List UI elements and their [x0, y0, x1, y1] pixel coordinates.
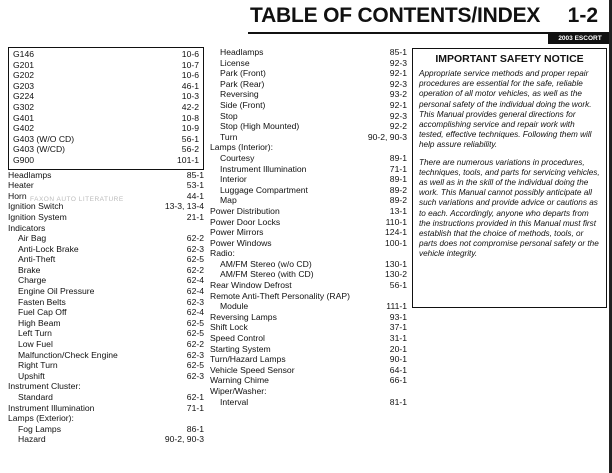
index-entry: [210, 291, 407, 302]
index-entry-page: 124-1: [385, 227, 407, 238]
index-entry: [210, 79, 407, 90]
index-entry: [210, 365, 407, 376]
index-entry: [8, 275, 204, 286]
index-entry: [13, 91, 199, 102]
index-entry-label: G900: [13, 154, 35, 165]
index-entry-label: Standard: [18, 392, 53, 402]
index-entry: [210, 344, 407, 355]
index-entry: [210, 164, 407, 175]
index-entry-label: Power Windows: [210, 237, 272, 248]
index-entry: [8, 350, 204, 361]
page-number: 1-2: [567, 4, 598, 27]
index-entry-label: Side (Front): [220, 99, 266, 110]
index-entry-label: AM/FM Stereo (w/o CD): [220, 258, 312, 269]
index-entry: [210, 100, 407, 111]
index-entry-label: Hazard: [18, 434, 46, 445]
index-entry-label: Wiper/Washer:: [210, 386, 267, 396]
index-entry-label: Warning Chime: [210, 375, 269, 386]
index-entry-page: 89-1: [389, 174, 407, 185]
index-entry: [13, 134, 199, 145]
index-entry-page: 62-2: [186, 264, 204, 275]
index-entry-page: 53-1: [186, 180, 204, 191]
index-entry-page: 62-4: [186, 307, 204, 318]
index-entry-label: Reversing Lamps: [210, 311, 277, 322]
index-entry: [210, 322, 407, 333]
model-year-bar: [548, 34, 612, 44]
index-entry-page: 85-1: [186, 169, 204, 180]
index-list-1: [8, 170, 204, 445]
index-entry-page: 130-2: [385, 269, 407, 280]
index-entry-label: Remote Anti-Theft Personality (RAP): [210, 290, 350, 301]
index-entry-page: 90-2, 90-3: [367, 131, 407, 142]
index-entry: [210, 121, 407, 132]
index-entry-label: Reversing: [220, 89, 259, 100]
safety-notice-paragraph-1: Appropriate service methods and proper repair procedures are essential for the safe, reliable operation of all motor vehicles, as well as the personal safety of the individual doing the work. This Manual provides general directions for accomplishing service and repair work with tested, effective techniques. Following them will help assure reliability.: [419, 69, 592, 150]
index-entry-label: Vehicle Speed Sensor: [210, 364, 295, 375]
index-entry-label: Instrument Illumination: [8, 402, 95, 413]
safety-notice-paragraph-2: There are numerous variations in procedures, techniques, tools, and parts for servicing vehicles, as well as in the skill of the individual doing the work. This Manual cannot possibly anticipate all such variations and provide advice or cautions as to each. Accordingly, anyone who departs from the instructions provided in this Manual must first establish that the choice of methods, tools, or parts does not compromise personal safety or the vehicle integrity.: [419, 157, 600, 259]
index-entry-label: G302: [13, 101, 35, 112]
index-entry-page: 10-6: [181, 70, 199, 81]
index-entry: [210, 185, 407, 196]
index-entry-label: Horn: [8, 190, 27, 201]
index-entry-page: 90-1: [389, 354, 407, 365]
index-entry-label: Lamps (Interior):: [210, 142, 274, 153]
index-entry-page: 44-1: [186, 190, 204, 201]
index-entry-label: G201: [13, 59, 35, 70]
index-entry: [8, 434, 204, 445]
index-entry: [13, 144, 199, 155]
index-entry: [8, 413, 204, 424]
index-entry: [13, 102, 199, 113]
safety-notice-box: [412, 48, 607, 308]
index-entry: [13, 81, 199, 92]
index-entry-page: 110-1: [385, 216, 407, 227]
index-entry-page: 92-3: [389, 57, 407, 68]
index-entry: [210, 386, 407, 397]
index-entry: [8, 339, 204, 350]
index-entry: [13, 123, 199, 134]
index-entry-label: Heater: [8, 180, 34, 191]
index-entry-page: 101-1: [177, 154, 199, 165]
index-entry: [8, 223, 204, 234]
index-entry-page: 62-2: [186, 233, 204, 244]
index-entry-page: 62-5: [186, 328, 204, 339]
index-entry-label: Power Distribution: [210, 205, 280, 216]
index-entry-label: Module: [220, 301, 249, 312]
model-year-label: 2003 ESCORT: [558, 35, 602, 42]
index-entry-label: Upshift: [18, 370, 45, 381]
index-entry-page: 62-4: [186, 286, 204, 297]
index-entry-label: Rear Window Defrost: [210, 280, 292, 291]
index-entry-label: Low Fuel: [18, 339, 53, 350]
index-entry-label: Shift Lock: [210, 322, 248, 333]
index-entry-page: 56-1: [181, 133, 199, 144]
index-entry-page: 93-1: [389, 311, 407, 322]
index-entry: [8, 212, 204, 223]
index-entry-page: 71-1: [389, 163, 407, 174]
index-entry-page: 92-3: [389, 78, 407, 89]
page-title: TABLE OF CONTENTS/INDEX: [250, 4, 541, 27]
index-entry-label: Engine Oil Pressure: [18, 286, 95, 297]
index-entry-page: 10-7: [181, 59, 199, 70]
index-entry: [8, 297, 204, 308]
index-entry: [8, 392, 204, 403]
safety-notice-title: IMPORTANT SAFETY NOTICE: [435, 53, 584, 65]
index-entry-page: 10-8: [181, 112, 199, 123]
index-entry-page: 89-2: [389, 195, 407, 206]
watermark-text: FAXON AUTO LITERATURE: [30, 196, 124, 203]
index-entry: [210, 238, 407, 249]
index-entry: [210, 153, 407, 164]
index-entry-label: Interior: [220, 174, 247, 185]
index-entry-label: License: [220, 57, 250, 68]
index-entry-label: Lamps (Exterior):: [8, 413, 74, 424]
index-entry: [8, 170, 204, 181]
index-entry-label: Fasten Belts: [18, 296, 66, 307]
index-entry-page: 62-2: [186, 339, 204, 350]
index-entry: [210, 58, 407, 69]
index-entry-label: Stop (High Mounted): [220, 121, 300, 132]
index-entry: [8, 328, 204, 339]
index-column-2: [210, 47, 407, 407]
index-entry-label: G202: [13, 70, 35, 81]
index-entry-label: Turn/Hazard Lamps: [210, 354, 286, 365]
index-entry-label: Park (Rear): [220, 78, 265, 89]
index-entry: [210, 111, 407, 122]
index-entry-label: Stop: [220, 110, 238, 121]
index-entry-label: Anti-Theft: [18, 254, 56, 265]
index-entry: [13, 113, 199, 124]
index-entry-label: Headlamps: [8, 169, 52, 180]
index-entry-label: G203: [13, 80, 35, 91]
index-entry: [13, 70, 199, 81]
index-entry-page: 86-1: [186, 423, 204, 434]
index-entry-label: G401: [13, 112, 35, 123]
index-entry: [210, 217, 407, 228]
index-entry: [210, 68, 407, 79]
index-entry-page: 81-1: [389, 396, 407, 407]
index-entry-page: 62-5: [186, 360, 204, 371]
index-entry-page: 62-3: [186, 370, 204, 381]
index-entry: [210, 375, 407, 386]
index-column-1: [8, 47, 204, 445]
index-entry-label: Luggage Compartment: [220, 184, 308, 195]
index-entry-page: 85-1: [389, 47, 407, 57]
index-entry: [210, 227, 407, 238]
index-entry-page: 62-3: [186, 243, 204, 254]
index-entry-label: G146: [13, 49, 35, 59]
index-entry: [8, 307, 204, 318]
index-entry: [210, 354, 407, 365]
index-entry-page: 92-1: [389, 68, 407, 79]
index-entry-label: G403 (W/CD): [13, 144, 66, 155]
index-entry-label: Malfunction/Check Engine: [18, 349, 118, 360]
index-entry-page: 62-3: [186, 296, 204, 307]
index-entry-label: Anti-Lock Brake: [18, 243, 79, 254]
index-entry-label: G403 (W/O CD): [13, 133, 75, 144]
index-entry: [8, 360, 204, 371]
index-entry: [8, 254, 204, 265]
index-entry-label: Turn: [220, 131, 238, 142]
index-entry: [210, 312, 407, 323]
index-entry-page: 13-3, 13-4: [164, 201, 204, 212]
index-entry: [8, 286, 204, 297]
index-entry: [210, 333, 407, 344]
index-entry-label: Charge: [18, 275, 47, 286]
index-entry: [210, 47, 407, 58]
index-entry-page: 31-1: [389, 333, 407, 344]
index-entry-label: Power Mirrors: [210, 227, 264, 238]
ground-points-box: [8, 47, 204, 170]
index-entry: [210, 174, 407, 185]
index-entry-label: Park (Front): [220, 68, 266, 79]
index-entry-label: Ignition Switch: [8, 201, 64, 212]
index-entry-label: Left Turn: [18, 328, 52, 339]
index-entry: [210, 269, 407, 280]
index-entry: [210, 89, 407, 100]
index-entry-label: Fuel Cap Off: [18, 307, 67, 318]
index-entry-page: 100-1: [385, 237, 407, 248]
index-entry-page: 64-1: [389, 364, 407, 375]
index-entry-page: 62-5: [186, 254, 204, 265]
index-list-2: [210, 47, 407, 407]
index-entry-page: 13-1: [389, 205, 407, 216]
index-entry: [8, 318, 204, 329]
index-entry-label: Headlamps: [220, 47, 264, 57]
index-entry: [13, 60, 199, 71]
index-entry-page: 62-3: [186, 349, 204, 360]
index-entry-label: High Beam: [18, 317, 61, 328]
index-entry-label: G402: [13, 123, 35, 134]
index-entry-page: 92-1: [389, 99, 407, 110]
index-entry: [8, 381, 204, 392]
index-entry-label: Courtesy: [220, 152, 255, 163]
index-entry-page: 66-1: [389, 375, 407, 386]
index-entry-page: 71-1: [186, 402, 204, 413]
index-entry-page: 92-2: [389, 121, 407, 132]
index-entry-label: Brake: [18, 264, 41, 275]
index-entry-label: Map: [220, 195, 237, 206]
index-entry-page: 56-1: [389, 280, 407, 291]
index-entry: [8, 180, 204, 191]
index-entry-page: 93-2: [389, 89, 407, 100]
index-entry-page: 37-1: [389, 322, 407, 333]
index-entry: [13, 49, 199, 60]
index-entry: [8, 265, 204, 276]
index-entry-page: 10-3: [181, 91, 199, 102]
index-entry-page: 46-1: [181, 80, 199, 91]
index-entry-label: Right Turn: [18, 360, 58, 371]
index-entry: [13, 155, 199, 166]
index-entry-label: Fog Lamps: [18, 423, 61, 434]
index-entry: [8, 403, 204, 414]
index-entry: [210, 206, 407, 217]
index-entry: [8, 424, 204, 435]
index-entry-page: 89-2: [389, 184, 407, 195]
index-entry: [210, 195, 407, 206]
index-entry-page: 10-6: [181, 49, 199, 59]
index-entry-page: 89-1: [389, 152, 407, 163]
index-entry-label: Speed Control: [210, 333, 265, 344]
index-entry-page: 20-1: [389, 343, 407, 354]
index-entry-label: Interval: [220, 396, 249, 407]
index-entry-page: 10-9: [181, 123, 199, 134]
index-entry-page: 21-1: [186, 211, 204, 222]
index-entry-page: 90-2, 90-3: [164, 434, 204, 445]
index-entry-page: 56-2: [181, 144, 199, 155]
index-entry-label: Ignition System: [8, 211, 67, 222]
index-entry: [210, 259, 407, 270]
index-entry-label: AM/FM Stereo (with CD): [220, 269, 314, 280]
index-entry-label: G224: [13, 91, 35, 102]
index-entry-label: Starting System: [210, 343, 271, 354]
index-entry-label: Radio:: [210, 248, 235, 259]
index-entry-page: 62-5: [186, 317, 204, 328]
index-entry-page: 62-4: [186, 275, 204, 286]
index-entry-label: Power Door Locks: [210, 216, 281, 227]
index-entry-label: Instrument Cluster:: [8, 381, 81, 392]
index-entry: [210, 142, 407, 153]
index-entry-page: 42-2: [181, 101, 199, 112]
index-entry-label: Air Bag: [18, 233, 47, 244]
index-entry: [210, 248, 407, 259]
index-entry: [8, 244, 204, 255]
index-entry: [8, 233, 204, 244]
index-entry-page: 130-1: [385, 258, 407, 269]
index-entry: [210, 280, 407, 291]
index-entry-page: 62-1: [186, 392, 204, 402]
index-entry: [210, 301, 407, 312]
index-entry-label: Indicators: [8, 222, 46, 233]
index-entry: [210, 132, 407, 143]
index-entry: [8, 371, 204, 382]
index-entry-page: 92-3: [389, 110, 407, 121]
index-entry-label: Instrument Illumination: [220, 163, 307, 174]
index-entry-page: 111-1: [386, 301, 407, 312]
index-entry: [210, 397, 407, 408]
